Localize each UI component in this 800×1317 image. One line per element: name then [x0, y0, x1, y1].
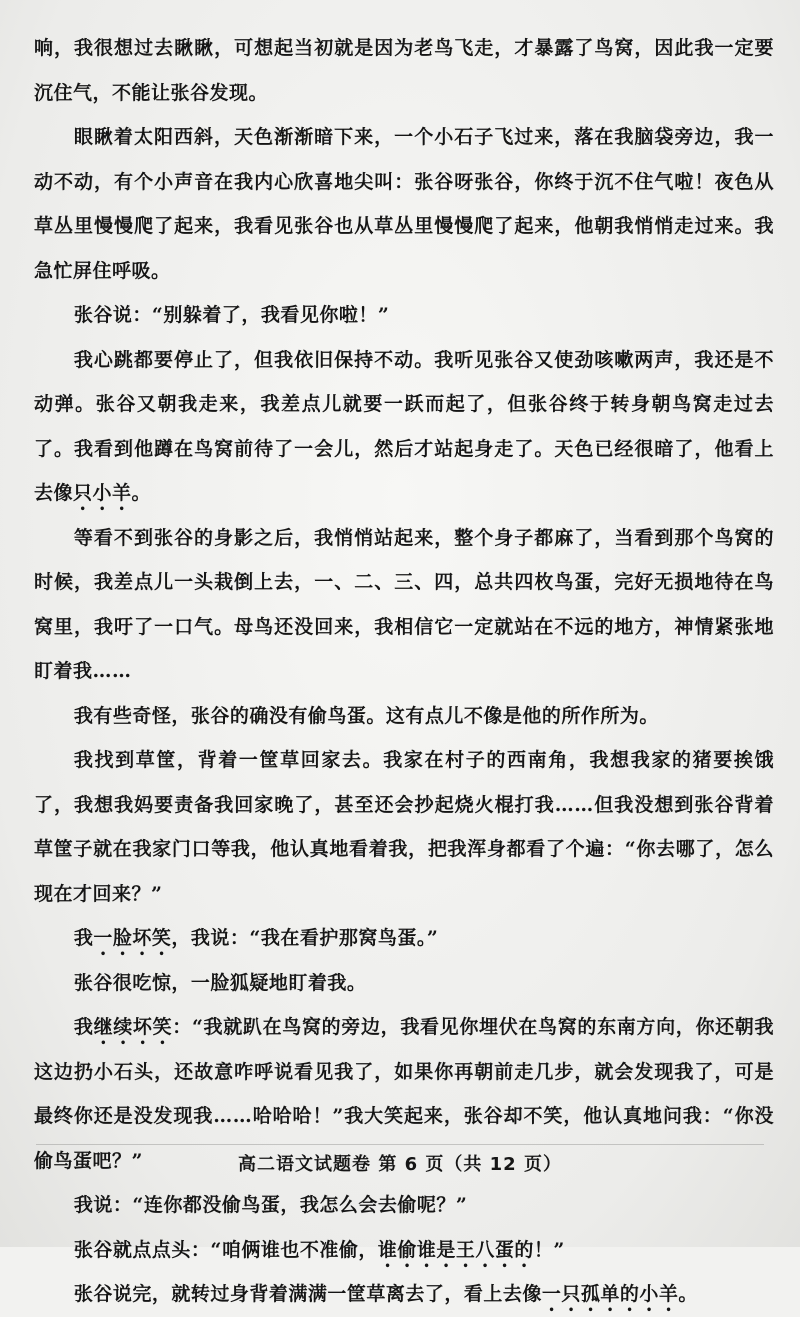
paragraph	[34, 115, 774, 293]
page-footer: 高二语文试题卷 第 6 页（共 12 页）	[238, 1154, 562, 1175]
paragraph	[34, 1228, 774, 1273]
emphasized-text: 继续坏笑	[93, 1016, 173, 1038]
paragraph-text: 张谷就点点头：“咱俩谁也不准偷，	[73, 1238, 378, 1261]
paragraph-text: 我找到草筐，背着一筐草回家去。我家在村子的西南角，我想我家的猪要挨饿了，我想我妈要责备我回家晚了，甚至还会抄起烧火棍打我……但我没想到张谷背着草筐子就在我家门口等我，他认真地看着我，把我浑身都看了个遍：“你去哪了，怎么现在才回来？”	[34, 749, 774, 905]
paragraph-text: 张谷很吃惊，一脸狐疑地盯着我。	[73, 971, 367, 994]
paragraph-text: 响，我很想过去瞅瞅，可想起当初就是因为老鸟飞走，才暴露了鸟窝，因此我一定要沉住气，不能让张谷发现。	[34, 37, 774, 104]
paragraph	[34, 293, 774, 338]
paragraph	[34, 516, 774, 694]
paragraph-text: 。	[131, 482, 152, 504]
emphasized-text: 一只孤单的小羊	[541, 1283, 679, 1305]
paragraph-text: 等看不到张谷的身影之后，我悄悄站起来，整个身子都麻了，当看到那个鸟窝的时候，我差点儿一头栽倒上去，一、二、三、四，总共四枚鸟蛋，完好无损地待在鸟窝里，我吁了一口气。母鸟还没回来，我相信它一定就站在不远的地方，神情紧张地盯着我……	[34, 526, 774, 682]
paragraph	[34, 916, 774, 961]
paragraph-text: 我说：“连你都没偷鸟蛋，我怎么会去偷呢？”	[73, 1194, 468, 1216]
paragraph-text: ！”	[533, 1238, 565, 1261]
paragraph-text: 我有些奇怪，张谷的确没有偷鸟蛋。这有点儿不像是他的所作所为。	[73, 704, 659, 727]
emphasized-text: 谁偷谁是王八蛋的	[377, 1238, 534, 1261]
paragraph-text: 我	[73, 927, 94, 949]
paragraph-text: ，我说：“我在看护那窝鸟蛋。”	[171, 927, 439, 949]
paragraph-text: 我心跳都要停止了，但我依旧保持不动。我听见张谷又使劲咳嗽两声，我还是不动弹。张谷又朝我走来，我差点儿就要一跃而起了，但张谷终于转身朝鸟窝走过去了。我看到他蹲在鸟窝前待了一会儿，然后才站起身走了。天色已经很暗了，他看上去像	[34, 348, 774, 504]
paragraph	[34, 26, 774, 115]
paragraph	[34, 1183, 774, 1228]
paragraph	[34, 694, 774, 739]
paragraph-text: ：“我就趴在鸟窝的旁边，我看见你埋伏在鸟窝的东南方向，你还朝我这边扔小石头，还故意咋呼说看见我了，如果你再朝前走几步，就会发现我了，可是最终你还是没发现我……哈哈哈！”我大笑起来，张谷却不笑，他认真地问我：“你没偷鸟蛋吧？”	[34, 1016, 774, 1172]
paragraph	[34, 961, 774, 1006]
emphasized-text: 只小羊	[73, 482, 132, 504]
paragraph	[34, 1272, 774, 1317]
paragraph-text: 张谷说完，就转过身背着满满一筐草离去了，看上去像	[73, 1283, 542, 1305]
paragraph	[34, 338, 774, 516]
paragraph-text: 眼瞅着太阳西斜，天色渐渐暗下来，一个小石子飞过来，落在我脑袋旁边，我一动不动，有个小声音在我内心欣喜地尖叫：张谷呀张谷，你终于沉不住气啦！夜色从草丛里慢慢爬了起来，我看见张谷也从草丛里慢慢爬了起来，他朝我悄悄走过来。我急忙屏住呼吸。	[34, 126, 774, 282]
reading-passage	[34, 26, 774, 1317]
emphasized-text: 一脸坏笑	[93, 927, 172, 949]
footer-divider	[36, 1144, 764, 1145]
paragraph	[34, 738, 774, 916]
paragraph-text: 张谷说：“别躲着了，我看见你啦！”	[73, 304, 390, 326]
paragraph-text: 我	[73, 1016, 94, 1038]
paragraph-text: 。	[678, 1283, 698, 1305]
